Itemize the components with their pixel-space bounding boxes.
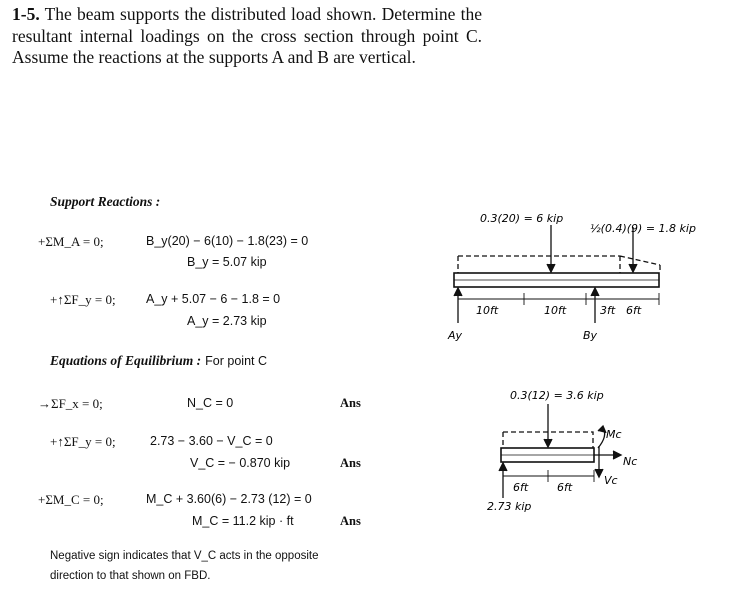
sign-note-line1: Negative sign indicates that V_C acts in the opposite [50,550,319,562]
load-label-6kip: 0.3(20) = 6 kip [480,212,564,225]
equilibrium-heading-suffix: For point C [205,354,268,368]
ans-mc: Ans [340,514,361,528]
ans-nc: Ans [340,396,361,410]
segment-dim-2: 6ft [557,481,573,494]
problem-statement [12,4,482,69]
ay-result: A_y = 2.73 kip [187,314,267,328]
dim-label-2: 10ft [544,304,567,317]
segment-dim-1: 6ft [513,481,529,494]
fy-equation-2: 2.73 − 3.60 − V_C = 0 [150,434,273,448]
fy-equation-1: A_y + 5.07 − 6 − 1.8 = 0 [146,292,281,306]
mc-result: M_C = 11.2 kip · ft [192,514,294,528]
segment-load-label: 0.3(12) = 3.6 kip [510,389,604,402]
vc-label: Vc [604,474,618,487]
by-label: By [583,329,598,342]
nc-label: Nc [623,455,638,468]
nc-result: N_C = 0 [187,396,234,410]
dim-label-3: 3ft [600,304,616,317]
dim-label-4: 6ft [626,304,642,317]
problem-text: The beam supports the distributed load shown. Determine the resultant internal loadings on the cross section through point C. Assume the reactions at the supports A and B are vertical. [12,4,482,67]
by-result: B_y = 5.07 kip [187,255,267,269]
support-reactions-heading: Support Reactions : [50,194,161,209]
ans-vc: Ans [340,456,361,470]
equilibrium-heading-text: Equations of Equilibrium : [50,353,202,368]
vc-result: V_C = − 0.870 kip [190,456,291,470]
load-label-1-8kip: ½(0.4)(9) = 1.8 kip [590,222,696,235]
sum-mc-label: +ΣM_C = 0; [38,492,104,507]
sign-note-line2: direction to that shown on FBD. [50,570,211,582]
sum-moment-a-label: +ΣM_A = 0; [38,234,104,249]
segment-reaction-label: 2.73 kip [487,500,532,513]
beam-fbd-diagram [440,205,740,365]
sign-note [50,546,319,586]
dim-label-1: 10ft [476,304,499,317]
problem-number: 1-5. [12,4,40,24]
sum-fy-label-1: +↑ΣF_y = 0; [50,292,116,307]
mc-equation: M_C + 3.60(6) − 2.73 (12) = 0 [146,492,312,506]
equilibrium-heading [50,352,267,370]
mc-label: Mc [606,428,622,441]
moment-a-equation: B_y(20) − 6(10) − 1.8(23) = 0 [146,234,309,248]
sum-fy-label-2: +↑ΣF_y = 0; [50,434,116,449]
sum-fx-label: →ΣF_x = 0; [38,396,103,411]
segment-fbd-diagram [485,388,705,528]
ay-label: Ay [448,329,463,342]
